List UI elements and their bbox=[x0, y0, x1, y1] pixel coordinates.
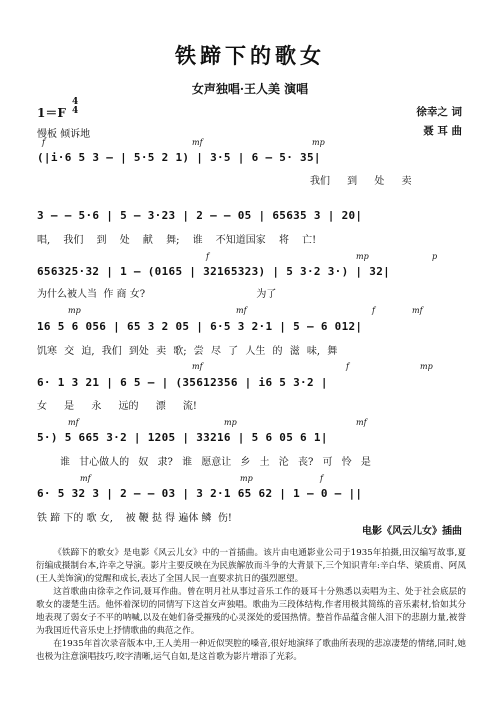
dynamic-mark: mf bbox=[192, 362, 203, 371]
score-line-2-notes: 3 ‒ ‒ 5·6 | 5 ‒ 3·23 | 2 ‒ ‒ 05 | 65635 3 | 20| bbox=[37, 209, 363, 222]
dynamic-mark: mf bbox=[412, 306, 423, 315]
paragraph-2: 这首歌曲由徐幸之作词,聂耳作曲。曾在明月社从事过音乐工作的聂耳十分熟悉以卖唱为主、处于社会底层的歌女的凄楚生活。他怀着深切的同情写下这首女声独唱。歌曲为三段体结构,作者用极其简练的音乐素材,恰如其分地表现了弱女子不平的呐喊,以及在她们备受摧残的心灵深处的爱国热情。整首作品蕴含催人泪下的悲剧力量,被誉为我国近代音乐史上抒情歌曲的典范之作。 bbox=[36, 587, 466, 636]
song-subtitle: 女声独唱·王人美 演唱 bbox=[191, 82, 309, 96]
dynamic-mark: f bbox=[346, 362, 349, 371]
meter-bottom: 4 bbox=[72, 106, 79, 116]
score-line-1-lyrics: 我们 到 处 卖 bbox=[310, 176, 412, 187]
dynamic-mark: mf bbox=[192, 138, 203, 147]
score-line-4-lyrics: 饥寒 交 迫, 我们 到处 卖 歌; 尝 尽 了 人生 的 滋 味, 舞 bbox=[37, 346, 338, 357]
dynamic-mark: mf bbox=[356, 418, 367, 427]
dynamic-mark: f bbox=[372, 306, 375, 315]
meter-top: 4 bbox=[72, 97, 79, 107]
dynamic-mark: f bbox=[42, 138, 45, 147]
film-caption: 电影《风云儿女》插曲 bbox=[362, 526, 462, 537]
score-line-6-notes: 5·) 5 665 3·2 | 1205 | 33216 | 5 6 05 6 1| bbox=[37, 431, 328, 444]
score-line-4-notes: 16 5 6 056 | 65 3 2 05 | 6·5 3 2·1 | 5 ‒ 6 012| bbox=[37, 320, 363, 333]
score-line-3-lyrics: 为什么被人当 作 商 女? 为了 bbox=[37, 289, 277, 300]
score-line-2-lyrics: 唱, 我们 到 处 献 舞; 谁 不知道国家 将 亡! bbox=[37, 235, 317, 246]
dynamic-mark: mp bbox=[240, 474, 253, 483]
dynamic-mark: mp bbox=[420, 362, 433, 371]
dynamic-mark: mf bbox=[236, 306, 247, 315]
score-line-3-notes: 656325·32 | 1 ‒ (0165 | 32165323) | 5 3·2 3·) | 32| bbox=[37, 265, 391, 278]
dynamic-mark: mp bbox=[356, 252, 369, 261]
score-line-5-notes: 6· 1 3 21 | 6 5 ‒ | (35612356 | i6 5 3·2 | bbox=[37, 376, 328, 389]
time-signature bbox=[72, 98, 78, 116]
dynamic-mark: mf bbox=[68, 418, 79, 427]
dynamic-mark: mp bbox=[312, 138, 325, 147]
composer-credit: 聂 耳 曲 bbox=[423, 125, 462, 137]
key-signature: 1＝F bbox=[37, 106, 66, 120]
song-title: 铁蹄下的歌女 bbox=[175, 43, 325, 68]
paragraph-3: 在1935年首次录音版本中,王人美用一种近似哭腔的嗓音,很好地演绎了歌曲所表现的悲凉凄楚的情绪,同时,她也极为注意演唱技巧,咬字清晰,运气自如,是这首歌为影片增添了光彩。 bbox=[36, 639, 466, 662]
score-line-7-notes: 6· 5 32 3 | 2 ‒ ‒ 03 | 3 2·1 65 62 | 1 ‒ 0 ‒ || bbox=[37, 487, 363, 500]
score-line-6-lyrics: 谁 甘心做人的 奴 隶? 谁 愿意让 乡 土 沦 丧? 可 怜 是 bbox=[60, 457, 371, 468]
dynamic-mark: mf bbox=[80, 474, 91, 483]
dynamic-mark: p bbox=[432, 252, 438, 261]
dynamic-mark: mp bbox=[68, 306, 81, 315]
score-line-1-notes: (|i·6 5 3 ‒ | 5·5 2 1) | 3·5 | 6 ‒ 5· 35| bbox=[37, 151, 321, 164]
lyricist-credit: 徐幸之 词 bbox=[416, 106, 462, 118]
dynamic-mark: f bbox=[206, 252, 209, 261]
dynamic-mark: f bbox=[320, 474, 323, 483]
score-line-5-lyrics: 女 是 永 远的 漂 流! bbox=[37, 401, 197, 412]
score-line-7-lyrics: 铁 蹄 下的 歌 女, 被 鞭 挞 得 遍体 鳞 伤! bbox=[37, 513, 232, 524]
tempo-marking: 慢板 倾诉地 bbox=[37, 129, 91, 140]
dynamic-mark: mp bbox=[224, 418, 237, 427]
description-text bbox=[36, 547, 466, 664]
paragraph-1: 《铁蹄下的歌女》是电影《风云儿女》中的一首插曲。该片由电通影业公司于1935年拍摄,田汉编写故事,夏衍编成摄制台本,许幸之导演。影片主要反映在为民族解放而斗争的大背景下,三个知识青年:辛白华、梁质甫、阿凤(王人美饰演)的觉醒和成长,表达了全国人民一直要求抗日的强烈愿望。 bbox=[36, 548, 466, 584]
